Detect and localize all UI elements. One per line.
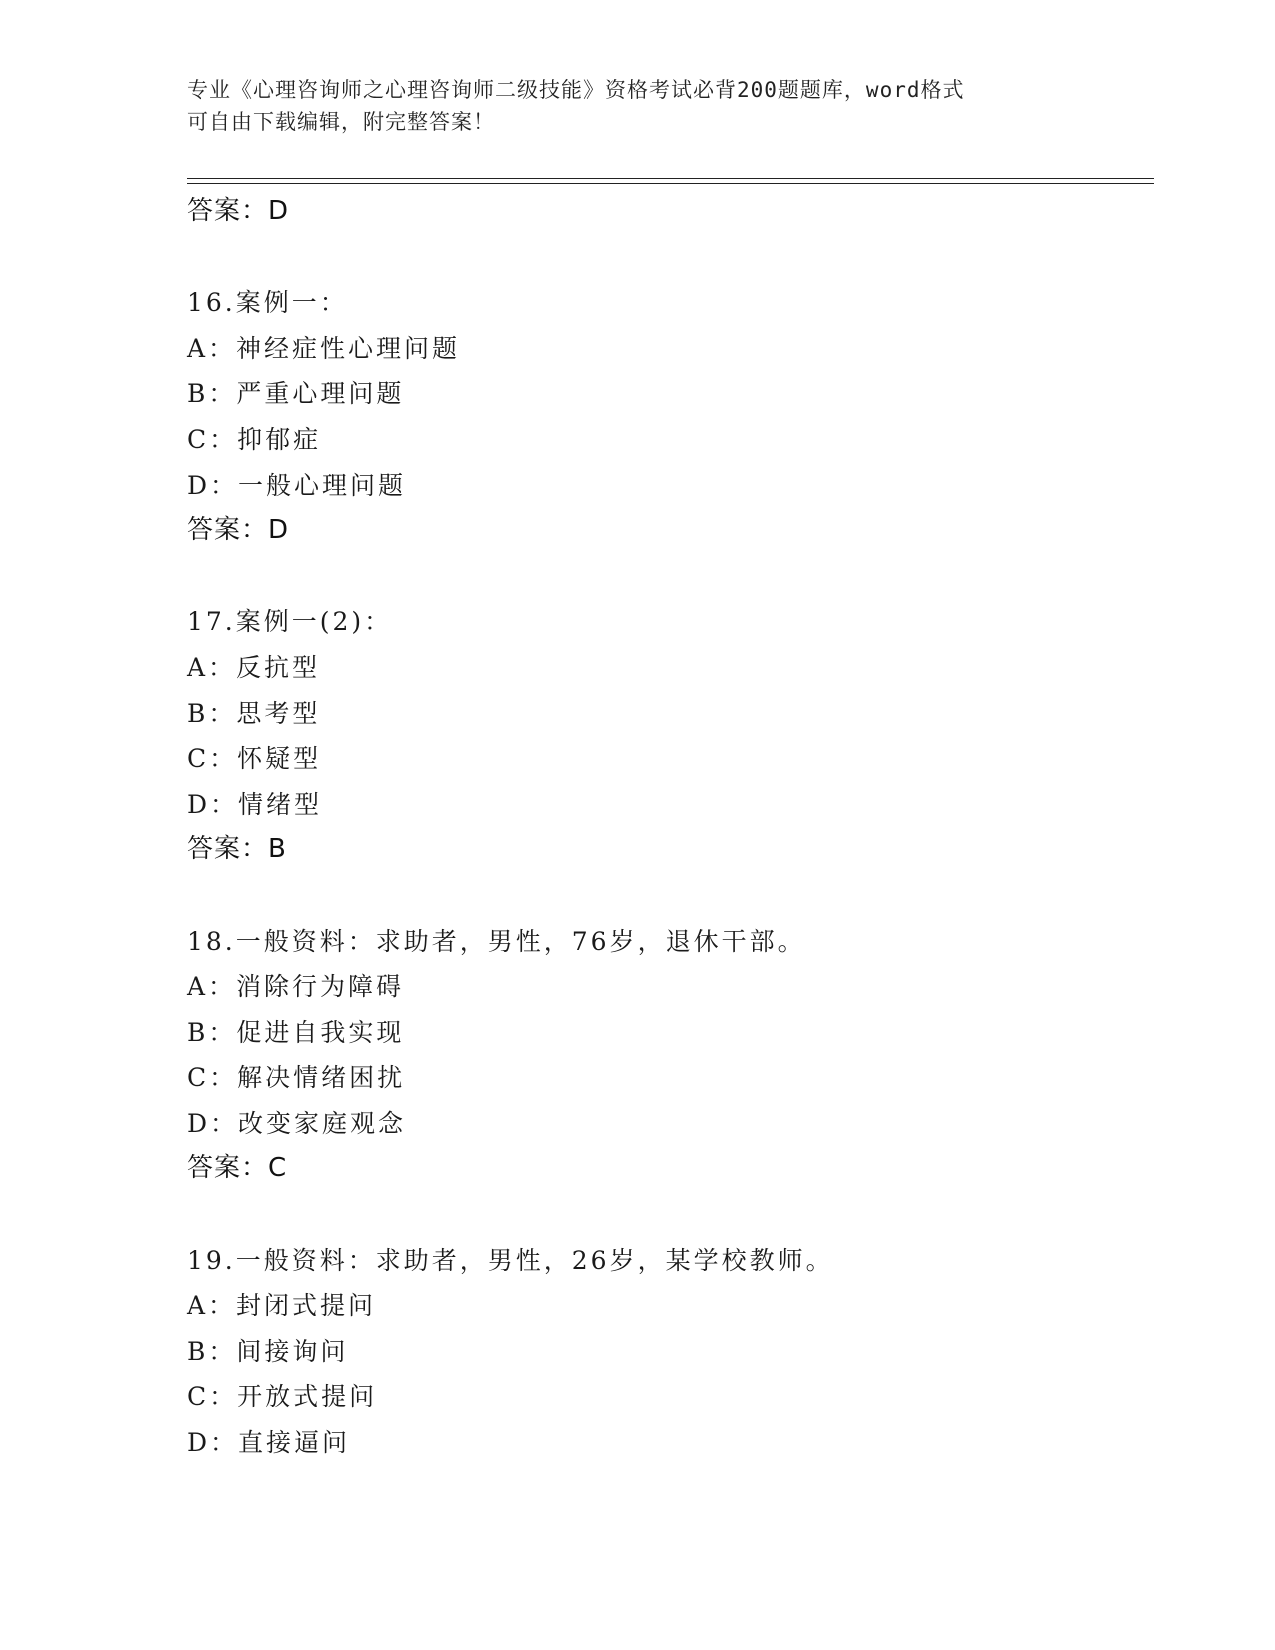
question-stem: 18.一般资料：求助者，男性，76岁，退休干部。 bbox=[187, 926, 806, 956]
option-c: C：怀疑型 bbox=[187, 744, 322, 774]
option-c: C：开放式提问 bbox=[187, 1382, 378, 1412]
option-a: A：消除行为障碍 bbox=[187, 972, 405, 1002]
question-list bbox=[187, 189, 1154, 1466]
question-block bbox=[187, 599, 1154, 873]
option-b: B：间接询问 bbox=[187, 1336, 349, 1366]
option-b: B：严重心理问题 bbox=[187, 379, 405, 409]
question-stem: 16.案例一： bbox=[187, 288, 348, 318]
spacer bbox=[187, 873, 1154, 919]
option-c: C：解决情绪困扰 bbox=[187, 1063, 406, 1093]
question-stem: 19.一般资料：求助者，男性，26岁，某学校教师。 bbox=[187, 1245, 834, 1275]
header-line-1: 专业《心理咨询师之心理咨询师二级技能》资格考试必背200题题库，word格式 bbox=[187, 78, 965, 102]
document-header bbox=[187, 74, 1067, 138]
option-d: D：一般心理问题 bbox=[187, 470, 407, 500]
question-block bbox=[187, 280, 1154, 554]
option-a: A：反抗型 bbox=[187, 652, 321, 682]
answer: 答案：C bbox=[187, 1153, 288, 1184]
option-c: C：抑郁症 bbox=[187, 424, 322, 454]
option-d: D：改变家庭观念 bbox=[187, 1108, 407, 1138]
option-d: D：直接逼问 bbox=[187, 1428, 351, 1458]
question-block bbox=[187, 919, 1154, 1193]
question-stem: 17.案例一(2)： bbox=[187, 607, 393, 637]
question-block bbox=[187, 1238, 1154, 1466]
option-a: A：神经症性心理问题 bbox=[187, 333, 461, 363]
option-b: B：思考型 bbox=[187, 698, 321, 728]
header-double-rule bbox=[187, 178, 1154, 184]
previous-answer: 答案：D bbox=[187, 196, 290, 226]
answer: 答案：D bbox=[187, 515, 290, 546]
option-a: A：封闭式提问 bbox=[187, 1291, 377, 1321]
spacer bbox=[187, 1192, 1154, 1238]
answer: 答案：B bbox=[187, 834, 287, 865]
spacer bbox=[187, 554, 1154, 600]
header-line-2: 可自由下载编辑，附完整答案！ bbox=[187, 110, 495, 134]
option-b: B：促进自我实现 bbox=[187, 1017, 405, 1047]
option-d: D：情绪型 bbox=[187, 789, 323, 819]
spacer bbox=[187, 235, 1154, 281]
